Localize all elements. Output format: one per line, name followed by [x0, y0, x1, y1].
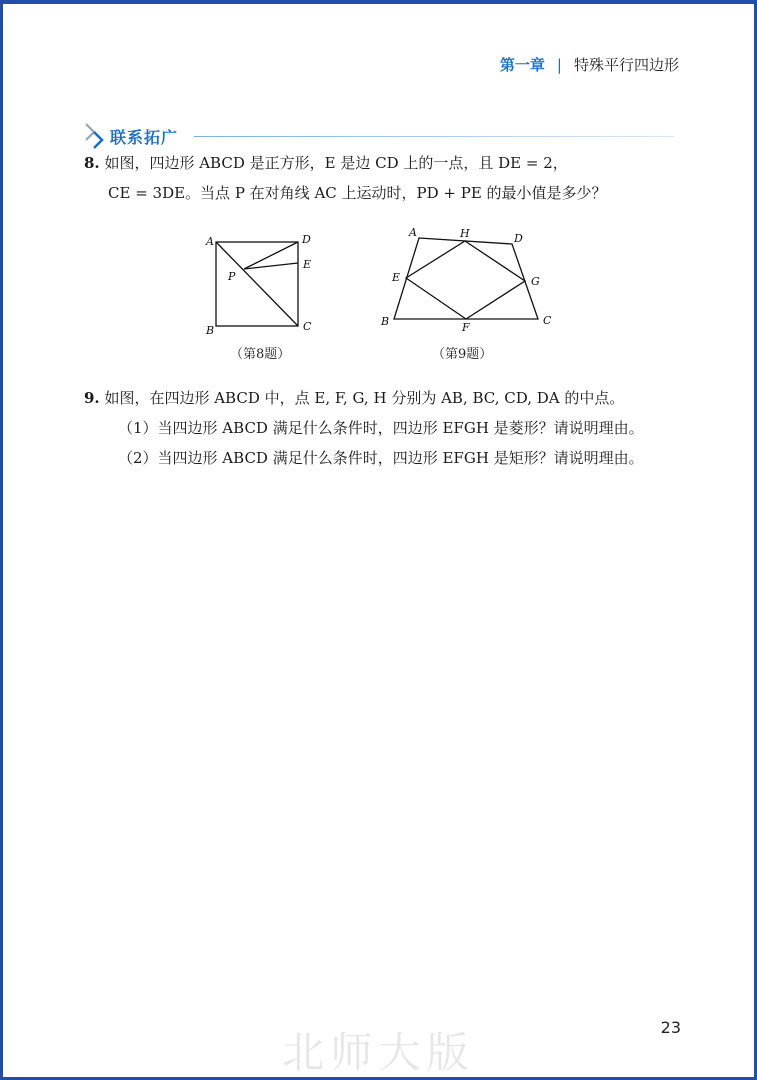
problem-line: [84, 148, 694, 178]
label-e: E: [392, 271, 401, 284]
section-divider: [194, 136, 674, 137]
label-e: E: [303, 258, 312, 271]
problem-text: CE = 3DE。当点 P 在对角线 AC 上运动时，PD + PE 的最小值是多少？: [108, 184, 607, 202]
label-a: A: [409, 226, 417, 239]
chapter-title: 特殊平行四边形: [573, 56, 679, 74]
section-heading: [82, 122, 682, 150]
problem-9: [84, 383, 694, 473]
sub-question-2: （2）当四边形 ABCD 满足什么条件时，四边形 EFGH 是矩形？请说明理由。: [118, 449, 644, 467]
label-d: D: [302, 233, 311, 246]
figure-9-caption: （第9题）: [432, 347, 493, 362]
label-a: A: [206, 235, 214, 248]
label-f: F: [462, 321, 470, 334]
problem-line: [84, 383, 694, 413]
problem-8: [84, 148, 694, 208]
label-h: H: [460, 227, 470, 240]
figure-8-caption: （第8题）: [230, 347, 291, 362]
problem-text: 如图，在四边形 ABCD 中，点 E, F, G, H 分别为 AB, BC, CD, DA 的中点。: [104, 389, 625, 407]
quadrilateral-abcd: [394, 238, 538, 319]
label-c: C: [543, 314, 552, 327]
sub-question-1: （1）当四边形 ABCD 满足什么条件时，四边形 EFGH 是菱形？请说明理由。: [118, 419, 644, 437]
chapter-label: 第一章: [499, 56, 545, 74]
label-b: B: [206, 324, 215, 337]
header-separator: |: [556, 55, 562, 74]
label-b: B: [381, 315, 390, 328]
problem-line: [84, 178, 694, 208]
running-header: [500, 54, 679, 75]
label-c: C: [303, 320, 312, 333]
figure-9: [376, 226, 558, 342]
label-d: D: [514, 232, 523, 245]
page-number: 23: [660, 1018, 681, 1037]
diagonal-ac: [216, 242, 298, 326]
publisher-watermark: 北师大版: [282, 1028, 475, 1077]
problem-text: 如图，四边形 ABCD 是正方形，E 是边 CD 上的一点，且 DE = 2，: [104, 154, 568, 172]
problem-number: 9.: [84, 389, 100, 407]
quadrilateral-efgh: [406, 241, 525, 319]
segment-pe: [244, 263, 298, 269]
problem-number: 8.: [84, 154, 100, 172]
segment-pd: [244, 242, 298, 269]
figure-8: [200, 228, 330, 344]
label-g: G: [531, 275, 540, 288]
label-p: P: [228, 270, 236, 283]
section-title: 联系拓广: [110, 128, 179, 147]
